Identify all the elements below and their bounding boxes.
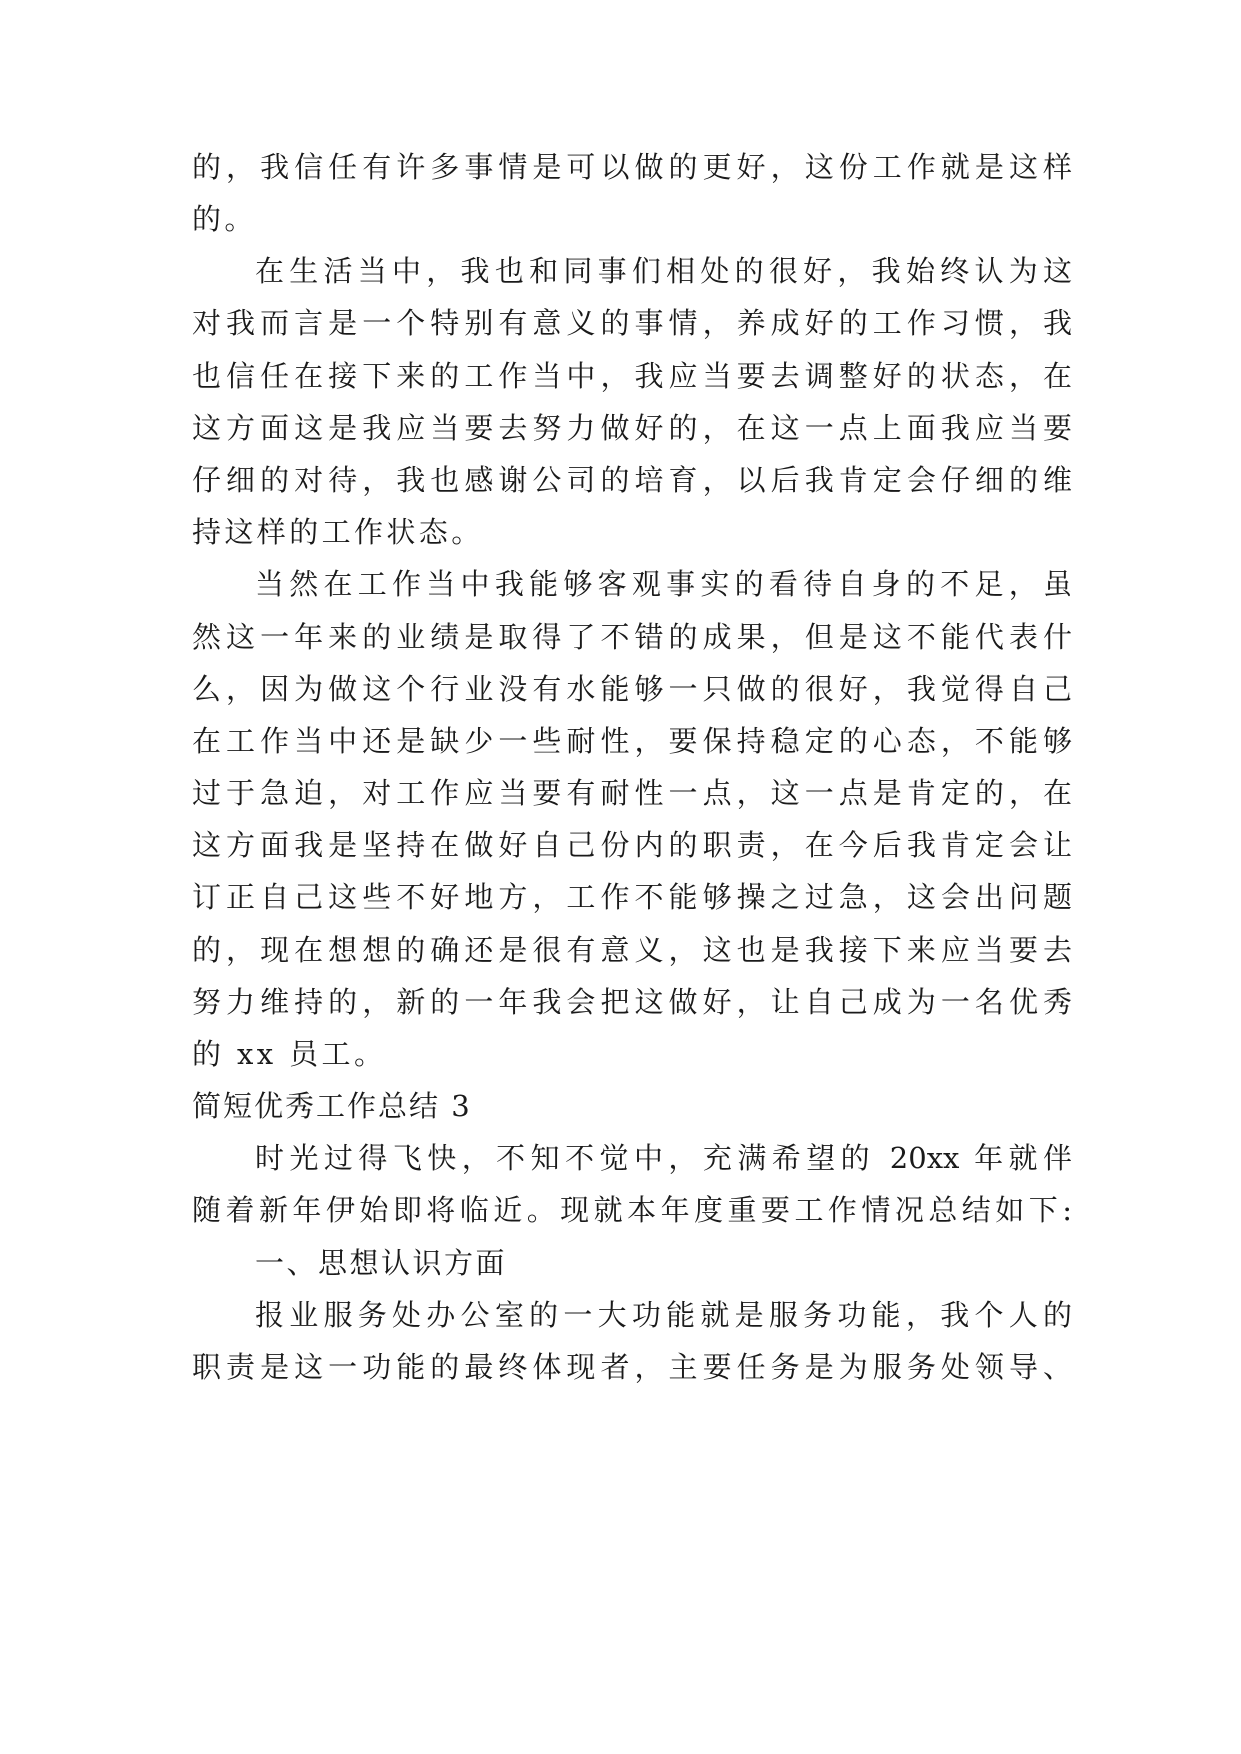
paragraph-line: 的 xx 员工。 (192, 1037, 387, 1071)
paragraph-line: 然这一年来的业绩是取得了不错的成果，但是这不能代表什 (192, 620, 1072, 654)
paragraph-line: 在生活当中，我也和同事们相处的很好，我始终认为这 (255, 254, 1072, 288)
subheading: 一、思想认识方面 (255, 1246, 508, 1280)
paragraph-line: 这方面我是坚持在做好自己份内的职责，在今后我肯定会让 (192, 828, 1072, 862)
paragraph-line: 努力维持的，新的一年我会把这做好，让自己成为一名优秀 (192, 985, 1072, 1019)
paragraph-line: 的，我信任有许多事情是可以做的更好，这份工作就是这样 (192, 150, 1072, 184)
paragraph-line: 的。 (192, 202, 257, 236)
paragraph-line: 随着新年伊始即将临近。现就本年度重要工作情况总结如下: (192, 1193, 1072, 1227)
paragraph-line: 仔细的对待，我也感谢公司的培育，以后我肯定会仔细的维 (192, 463, 1072, 497)
paragraph-line: 报业服务处办公室的一大功能就是服务功能，我个人的 (255, 1298, 1072, 1332)
paragraph-line: 的，现在想想的确还是很有意义，这也是我接下来应当要去 (192, 933, 1072, 967)
paragraph-line: 么，因为做这个行业没有水能够一只做的很好，我觉得自己 (192, 672, 1072, 706)
paragraph-line: 时光过得飞快，不知不觉中，充满希望的 20xx 年就伴 (255, 1141, 1072, 1175)
paragraph-line: 这方面这是我应当要去努力做好的，在这一点上面我应当要 (192, 411, 1072, 445)
paragraph-line: 订正自己这些不好地方，工作不能够操之过急，这会出问题 (192, 880, 1072, 914)
paragraph-line: 持这样的工作状态。 (192, 515, 484, 549)
paragraph-line: 当然在工作当中我能够客观事实的看待自身的不足，虽 (255, 567, 1072, 601)
paragraph-line: 也信任在接下来的工作当中，我应当要去调整好的状态，在 (192, 359, 1072, 393)
paragraph-line: 在工作当中还是缺少一些耐性，要保持稳定的心态，不能够 (192, 724, 1072, 758)
section-title: 简短优秀工作总结 3 (192, 1089, 472, 1123)
paragraph-line: 过于急迫，对工作应当要有耐性一点，这一点是肯定的，在 (192, 776, 1072, 810)
paragraph-line: 对我而言是一个特别有意义的事情，养成好的工作习惯，我 (192, 306, 1072, 340)
paragraph-line: 职责是这一功能的最终体现者，主要任务是为服务处领导、 (192, 1350, 1072, 1384)
